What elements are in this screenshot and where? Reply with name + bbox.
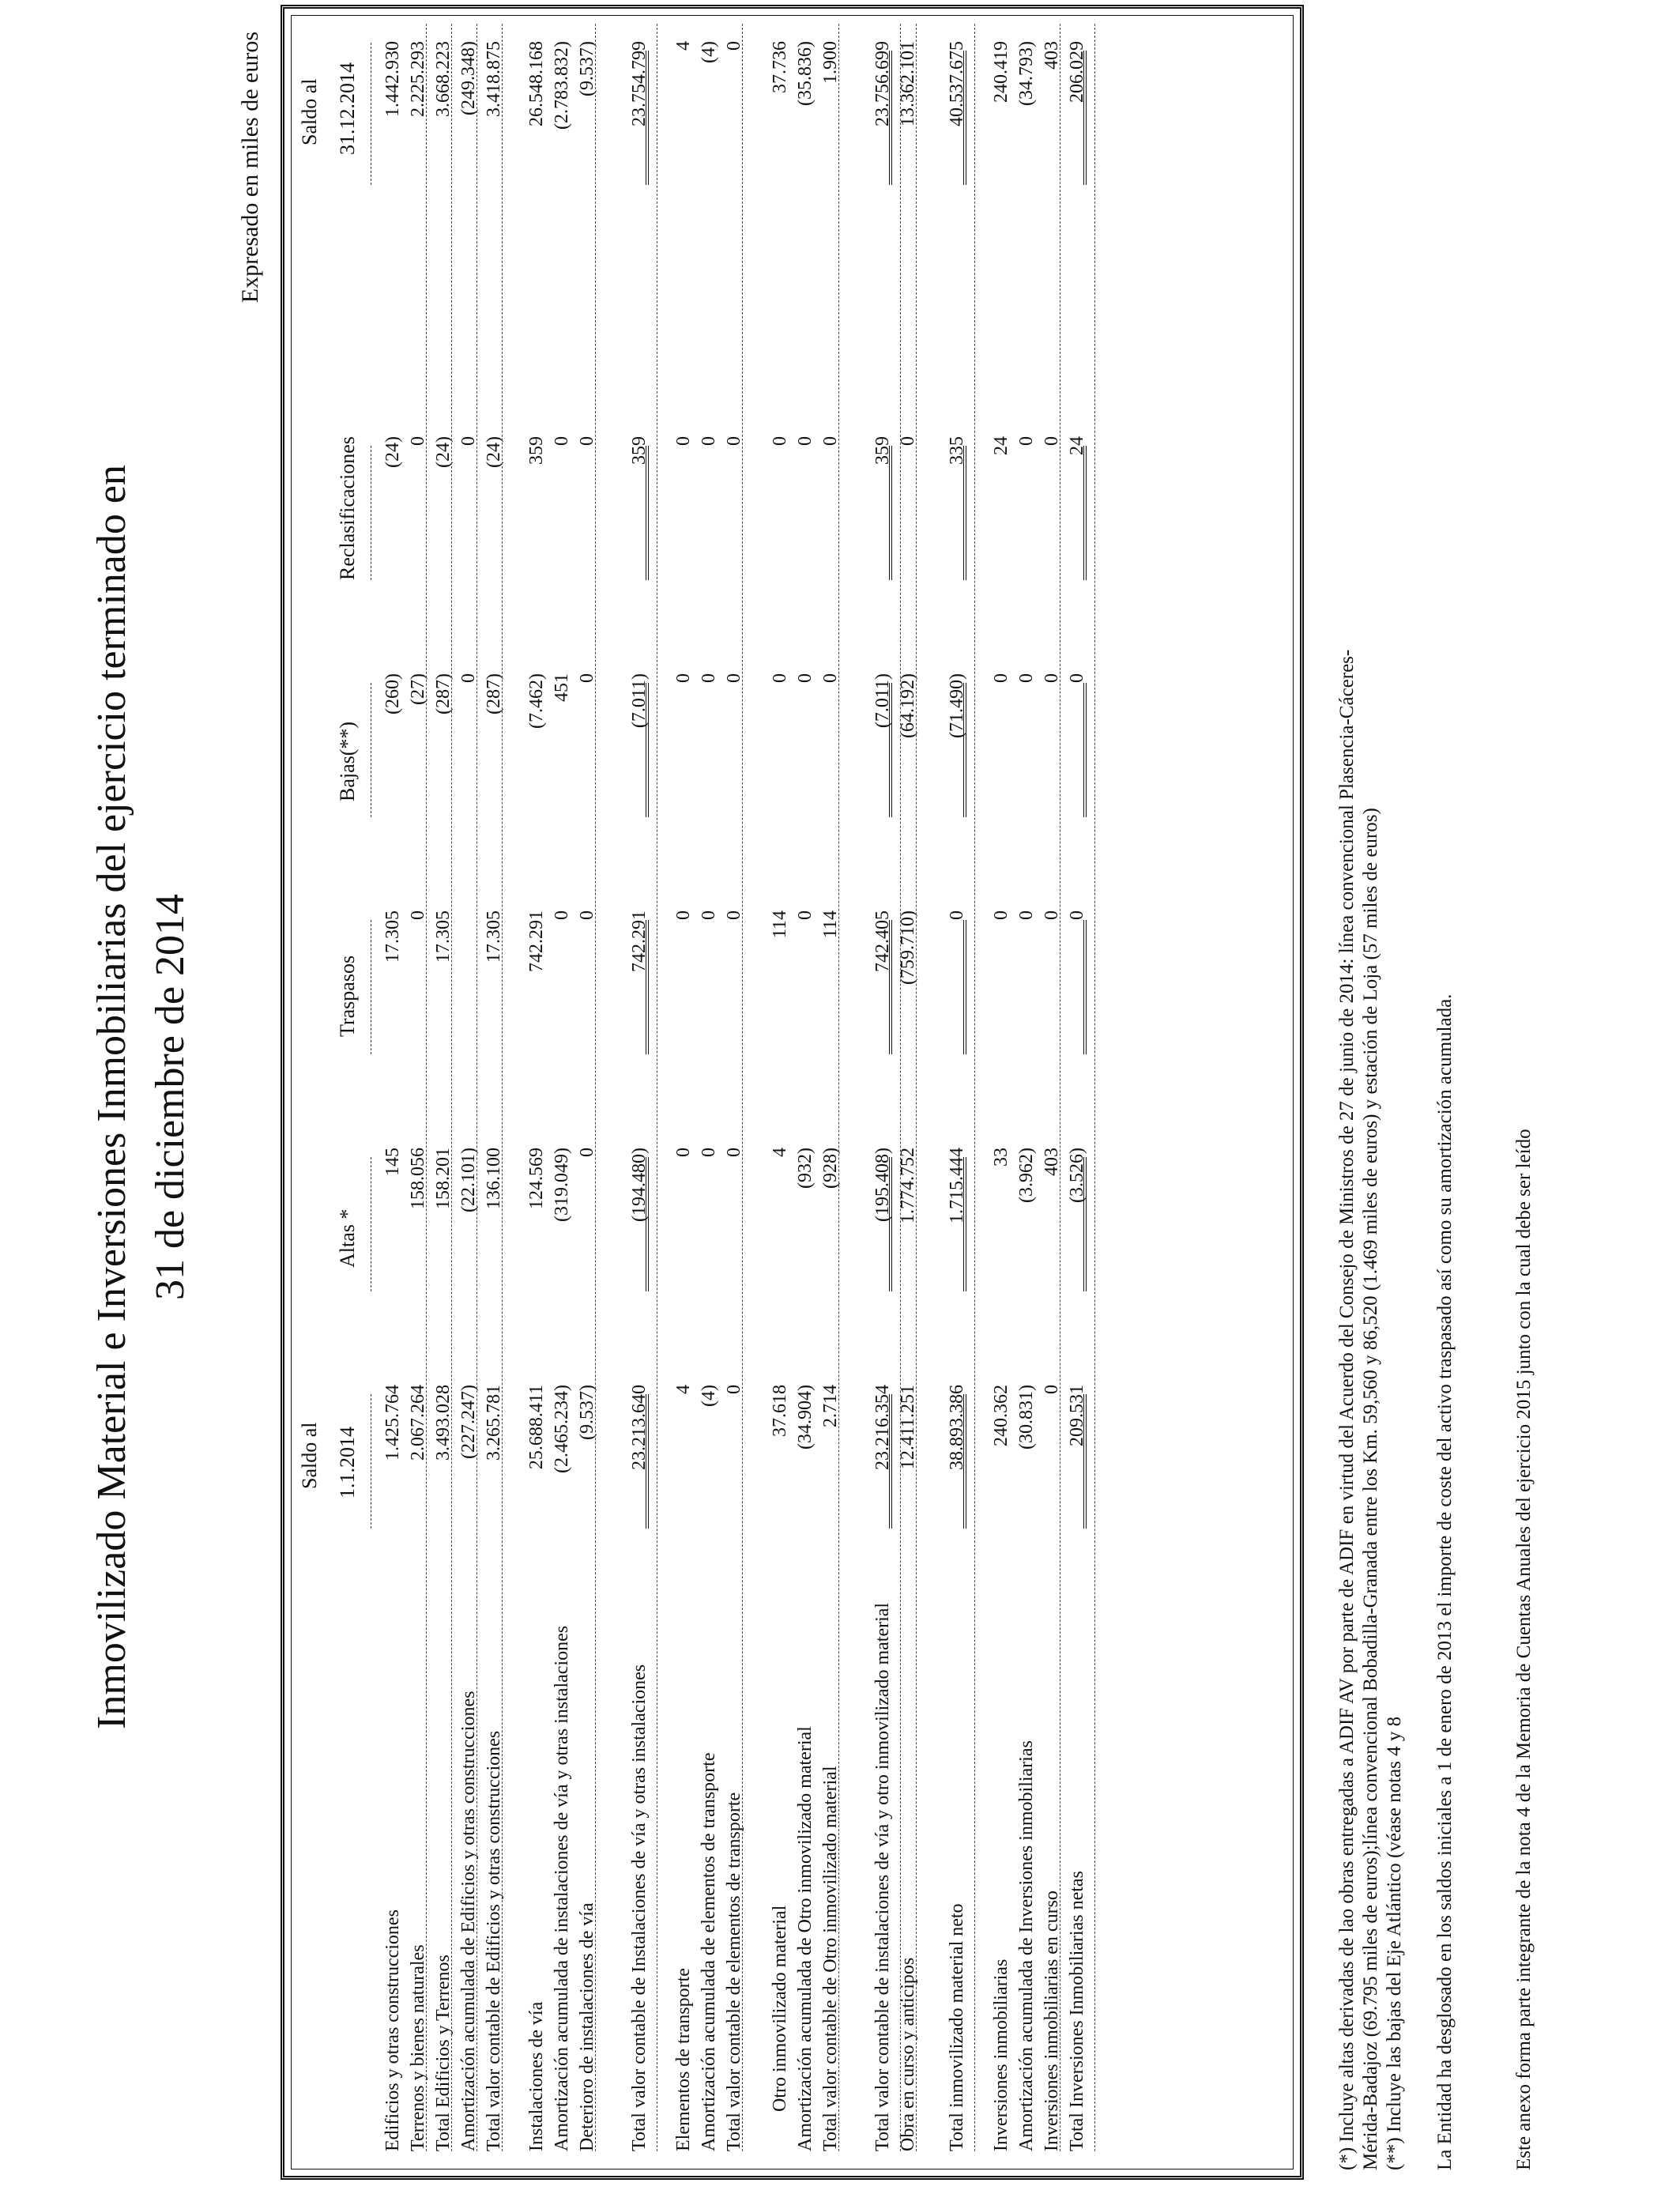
table-row (1061, 16, 1093, 2151)
header-col4: Bajas(**) (336, 721, 359, 801)
table-row (623, 16, 655, 2151)
cell-c6: (34.793) (1016, 41, 1037, 106)
cell-c1: 12.411.251 (898, 1385, 918, 1470)
cell-c4: 0 (1042, 673, 1062, 683)
cell-c3: 17.305 (382, 910, 403, 963)
cell-c4: 0 (820, 673, 841, 683)
cell-c5: 0 (1016, 436, 1037, 446)
cell-c4: 0 (1067, 673, 1087, 683)
cell-c1: 38.893.386 (947, 1385, 967, 1470)
cell-c2: 33 (991, 1148, 1011, 1167)
cell-c2: 4 (770, 1148, 790, 1157)
cell-c5: 0 (552, 436, 572, 446)
cell-c5: 24 (991, 436, 1011, 455)
cell-c5: 359 (872, 436, 893, 465)
cell-c4: (260) (382, 673, 403, 714)
note-2: (**) Incluye las bajas del Eje Atlántico (véase notas 4 y 8 (1384, 1716, 1405, 2170)
cell-c5: (24) (382, 436, 403, 468)
cell-c3: 742.291 (526, 910, 547, 972)
row-label: Total valor contable de elementos de transporte (724, 1792, 744, 2151)
cell-c4: 0 (724, 673, 744, 683)
total-rule (889, 446, 892, 580)
cell-c5: 0 (898, 436, 918, 446)
cell-c6: 2.225.293 (408, 41, 428, 117)
cell-c2: (928) (820, 1148, 841, 1189)
cell-c6: 13.362.101 (898, 41, 918, 126)
cell-c4: 0 (991, 673, 1011, 683)
cell-c3: 0 (795, 910, 816, 920)
cell-c3: 0 (408, 910, 428, 920)
cell-c5: 0 (724, 436, 744, 446)
cell-c1: 37.618 (770, 1385, 790, 1437)
cell-c6: (35.836) (795, 41, 816, 106)
row-separator (916, 24, 917, 2151)
cell-c4: 0 (673, 673, 694, 683)
cell-c2: 158.056 (408, 1148, 428, 1209)
cell-c1: 209.531 (1067, 1385, 1087, 1446)
cell-c2: (194.480) (629, 1148, 650, 1222)
cell-c3: 17.305 (484, 910, 504, 963)
cell-c2: 136.100 (484, 1148, 504, 1209)
cell-c6: 1.442.930 (382, 41, 403, 117)
total-rule (1083, 683, 1087, 817)
cell-c6: 0 (724, 41, 744, 51)
cell-c1: 0 (724, 1385, 744, 1394)
cell-c2: 0 (724, 1148, 744, 1157)
row-label: Inversiones inmobiliarias (991, 1958, 1011, 2151)
note-1b: Mérida-Badajoz (69.795 miles de euros);línea convencional Bobadilla-Granada entre los Km. 59,560 y 86,520 (1.469 miles de euros) y estación de Loja (57 miles de euros) (1360, 808, 1381, 2170)
cell-c4: 0 (1016, 673, 1037, 683)
cell-c3: 0 (577, 910, 597, 920)
cell-c6: 3.418.875 (484, 41, 504, 117)
cell-c5: 359 (526, 436, 547, 465)
header-col1: 1.1.2014 (336, 1427, 359, 1498)
cell-c6: (4) (699, 41, 719, 63)
table-row (815, 16, 846, 2151)
table-frame (281, 5, 1304, 2180)
cell-c2: 1.715.444 (947, 1148, 967, 1223)
header-col5: Reclasificaciones (336, 436, 359, 580)
cell-c2: 145 (382, 1148, 403, 1176)
cell-c4: (287) (484, 673, 504, 714)
cell-c3: (759.710) (898, 910, 918, 985)
total-rule (963, 1394, 966, 1529)
cell-c5: 0 (408, 436, 428, 446)
total-rule (889, 683, 892, 817)
row-label: Total valor contable de Otro inmovilizado material (820, 1766, 841, 2151)
total-rule (1083, 920, 1087, 1054)
row-label: Amortización acumulada de instalaciones de vía y otras instalaciones (552, 1625, 572, 2151)
cell-c5: 0 (577, 436, 597, 446)
total-rule (889, 1157, 892, 1291)
row-label: Amortización acumulada de Inversiones inmobiliarias (1016, 1740, 1037, 2151)
cell-c1: 23.213.640 (629, 1385, 650, 1470)
cell-c4: (287) (433, 673, 454, 714)
cell-c5: (24) (484, 436, 504, 468)
cell-c3: 0 (724, 910, 744, 920)
cell-c1: 2.714 (820, 1385, 841, 1427)
table-row (478, 16, 510, 2151)
cell-c5: 0 (1042, 436, 1062, 446)
cell-c5: 0 (820, 436, 841, 446)
total-rule (646, 1157, 649, 1291)
cell-c2: (195.408) (872, 1148, 893, 1222)
cell-c4: (71.490) (947, 673, 967, 738)
cell-c6: 240.419 (991, 41, 1011, 103)
title-line-2: 31 de diciembre de 2014 (148, 893, 193, 1301)
cell-c1: 25.688.411 (526, 1385, 547, 1470)
page-title (83, 0, 200, 2194)
cell-c4: (64.192) (898, 673, 918, 738)
total-rule (963, 683, 966, 817)
cell-c3: 0 (1067, 910, 1087, 920)
cell-c4: (7.011) (872, 673, 893, 729)
table-inner-border (291, 15, 1294, 2169)
cell-c6: 23.754.799 (629, 41, 650, 126)
cell-c4: 0 (795, 673, 816, 683)
cell-c2: (22.101) (458, 1148, 479, 1212)
cell-c6: 3.668.223 (433, 41, 454, 117)
total-rule (963, 1157, 966, 1291)
cell-c1: 240.362 (991, 1385, 1011, 1446)
cell-c6: 37.736 (770, 41, 790, 93)
cell-c4: 451 (552, 673, 572, 702)
row-label: Total Inversiones Inmobiliarias netas (1067, 1871, 1087, 2151)
cell-c5: 335 (947, 436, 967, 465)
note-4: Este anexo forma parte integrante de la nota 4 de la Memoria de Cuentas Anuales del ejercicio 2015 junto con la cual debe ser leído (1513, 1129, 1535, 2170)
cell-c2: 403 (1042, 1148, 1062, 1176)
cell-c5: 0 (673, 436, 694, 446)
row-label: Instalaciones de vía (526, 2001, 547, 2151)
table-row (718, 16, 750, 2151)
cell-c6: (2.783.832) (552, 41, 572, 130)
total-rule (889, 920, 892, 1054)
cell-c5: 0 (699, 436, 719, 446)
cell-c5: 359 (629, 436, 650, 465)
table-row (941, 16, 973, 2151)
cell-c2: 1.774.752 (898, 1148, 918, 1223)
row-label: Obra en curso y anticipos (898, 1957, 918, 2151)
cell-c3: 0 (673, 910, 694, 920)
cell-c2: (3.526) (1067, 1148, 1087, 1203)
total-rule (646, 920, 649, 1054)
row-separator (742, 24, 743, 2151)
total-rule (963, 51, 966, 185)
cell-c4: 0 (699, 673, 719, 683)
cell-c4: (27) (408, 673, 428, 705)
cell-c2: 0 (577, 1148, 597, 1157)
row-separator (595, 24, 596, 2151)
table-row (571, 16, 603, 2151)
cell-c2: (932) (795, 1148, 816, 1189)
row-label: Total valor contable de instalaciones de vía y otro inmovilizado material (872, 1602, 893, 2151)
cell-c3: 742.291 (629, 910, 650, 972)
cell-c1: (30.831) (1016, 1385, 1037, 1449)
total-rule (646, 446, 649, 580)
cell-c1: 2.067.264 (408, 1385, 428, 1461)
row-label: Elementos de transporte (673, 1968, 694, 2151)
header-col1-top: Saldo al (298, 1422, 321, 1489)
total-rule (963, 446, 966, 580)
row-label: Amortización acumulada de Edificios y otras construcciones (458, 1691, 479, 2151)
cell-c3: 17.305 (433, 910, 454, 963)
total-rule (646, 51, 649, 185)
cell-c3: 0 (699, 910, 719, 920)
cell-c3: 742.405 (872, 910, 893, 972)
row-label: Total valor contable de Edificios y otras construcciones (484, 1730, 504, 2151)
title-line-1: Inmovilizado Material e Inversiones Inmobiliarias del ejercicio terminado en (89, 465, 134, 1729)
cell-c6: 23.756.699 (872, 41, 893, 126)
row-separator (900, 24, 901, 2151)
cell-c5: (24) (433, 436, 454, 468)
cell-c2: 0 (673, 1148, 694, 1157)
cell-c1: 3.265.781 (484, 1385, 504, 1461)
cell-c1: 0 (1042, 1385, 1062, 1394)
cell-c6: (9.537) (577, 41, 597, 96)
cell-c1: 3.493.028 (433, 1385, 454, 1461)
row-label: Inversiones inmobiliarias en curso (1042, 1891, 1062, 2151)
row-label: Total Edificios y Terrenos (433, 1955, 454, 2151)
cell-c5: 24 (1067, 436, 1087, 455)
cell-c3: 0 (1042, 910, 1062, 920)
cell-c6: (249.348) (458, 41, 479, 115)
row-label: Deterioro de instalaciones de vía (577, 1902, 597, 2151)
cell-c5: 0 (458, 436, 479, 446)
footnotes (1335, 36, 1536, 2170)
cell-c1: (227.247) (458, 1385, 479, 1459)
cell-c2: 158.201 (433, 1148, 454, 1209)
cell-c3: 0 (1016, 910, 1037, 920)
row-separator (502, 24, 503, 2151)
total-rule (889, 1394, 892, 1529)
cell-c5: 0 (795, 436, 816, 446)
row-label: Edificios y otras construcciones (382, 1909, 403, 2151)
cell-c1: (4) (699, 1385, 719, 1407)
cell-c6: 40.537.675 (947, 41, 967, 126)
cell-c4: 0 (458, 673, 479, 683)
note-3: La Entidad ha desglosado en los saldos iniciales a 1 de enero de 2013 el importe de coste del activo traspasado así como su amortización acumulada. (1434, 993, 1456, 2170)
cell-c1: 23.216.354 (872, 1385, 893, 1470)
total-rule (889, 51, 892, 185)
cell-c2: 124.569 (526, 1148, 547, 1209)
row-label: Terrenos y bienes naturales (408, 1944, 428, 2151)
row-separator (1094, 24, 1095, 2151)
cell-c5: 0 (770, 436, 790, 446)
row-label: Amortización acumulada de elementos de transporte (699, 1752, 719, 2151)
row-label: Otro inmovilizado material (770, 1905, 790, 2112)
header-col6-top: Saldo al (298, 78, 321, 145)
cell-c4: (7.011) (629, 673, 650, 729)
cell-c2: (319.049) (552, 1148, 572, 1222)
total-rule (646, 683, 649, 817)
cell-c6: 403 (1042, 41, 1062, 70)
cell-c3: 0 (991, 910, 1011, 920)
cell-c1: (34.904) (795, 1385, 816, 1449)
total-rule (646, 1394, 649, 1529)
row-label: Total valor contable de Instalaciones de vía y otras instalaciones (629, 1664, 650, 2151)
units-note: Expresado en miles de euros (237, 32, 263, 303)
row-label: Amortización acumulada de Otro inmovilizado material (795, 1726, 816, 2151)
table-row (892, 16, 924, 2151)
cell-c2: 0 (699, 1148, 719, 1157)
total-rule (1083, 1394, 1087, 1529)
cell-c4: 0 (577, 673, 597, 683)
cell-c1: 1.425.764 (382, 1385, 403, 1461)
total-rule (1083, 51, 1087, 185)
total-rule (963, 920, 966, 1054)
row-separator (838, 24, 839, 2151)
header-col3: Traspasos (336, 955, 359, 1037)
cell-c4: 0 (770, 673, 790, 683)
header-col6: 31.12.2014 (336, 62, 359, 155)
cell-c4: (7.462) (526, 673, 547, 729)
cell-c1: 4 (673, 1385, 694, 1394)
cell-c6: 1.900 (820, 41, 841, 84)
cell-c3: 114 (770, 910, 790, 939)
row-separator (426, 24, 427, 2151)
cell-c3: 0 (552, 910, 572, 920)
header-col2: Altas * (336, 1208, 359, 1268)
note-1a: (*) Incluye altas derivadas de lao obras entregadas a ADIF AV por parte de ADIF en virtud del Acuerdo del Consejo de Ministros de 27 de junio de 2014: línea convencional Plasencia-Cáceres- (1336, 649, 1358, 2170)
total-rule (1083, 446, 1087, 580)
row-separator (451, 24, 452, 2151)
cell-c1: (2.465.234) (552, 1385, 572, 1473)
cell-c1: (9.537) (577, 1385, 597, 1440)
cell-c3: 0 (947, 910, 967, 920)
cell-c6: 4 (673, 41, 694, 51)
cell-c2: (3.962) (1016, 1148, 1037, 1203)
row-separator (974, 24, 975, 2151)
row-label: Total inmovilizado material neto (947, 1903, 967, 2151)
cell-c6: 206.029 (1067, 41, 1087, 103)
total-rule (1083, 1157, 1087, 1291)
cell-c3: 114 (820, 910, 841, 939)
cell-c6: 26.548.168 (526, 41, 547, 126)
